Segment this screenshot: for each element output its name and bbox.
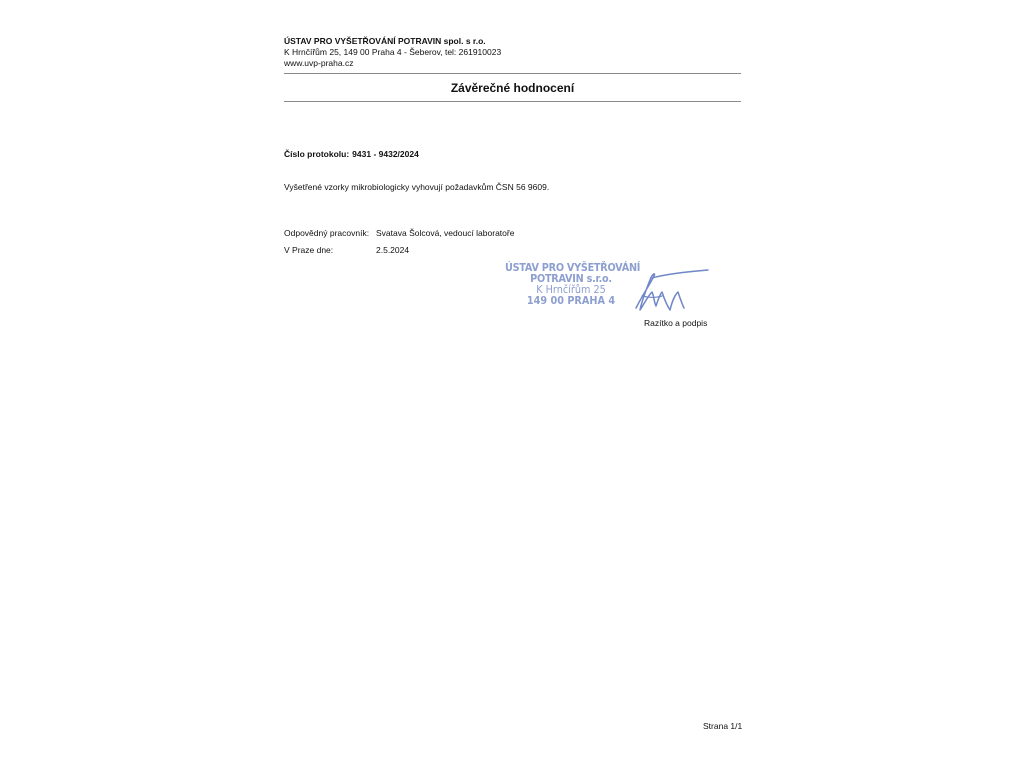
- company-stamp: [496, 262, 646, 314]
- organization-address: K Hrnčířům 25, 149 00 Praha 4 - Šeberov, tel: 261910023: [284, 47, 502, 57]
- handwritten-signature: [632, 266, 712, 316]
- organization-website: www.uvp-praha.cz: [284, 58, 354, 68]
- stamp-line-3: K Hrnčířům 25: [536, 283, 606, 296]
- responsible-person-row: [284, 228, 514, 238]
- stamp-line-4: 149 00 PRAHA 4: [526, 294, 616, 307]
- document-title: Závěrečné hodnocení: [450, 81, 575, 95]
- place-date-row: [284, 245, 409, 255]
- responsible-value: Svatava Šolcová, vedoucí laboratoře: [376, 228, 515, 238]
- organization-name: ÚSTAV PRO VYŠETŘOVÁNÍ POTRAVIN spol. s r.o.: [284, 36, 486, 46]
- signature-caption: Razítko a podpis: [644, 318, 708, 328]
- stamp-line-1: ÚSTAV PRO VYŠETŘOVÁNÍ: [505, 261, 641, 274]
- evaluation-statement: Vyšetřené vzorky mikrobiologicky vyhovují požadavkům ČSN 56 9609.: [284, 182, 550, 192]
- responsible-label: Odpovědný pracovník:: [284, 228, 370, 238]
- title-top-divider: [284, 73, 741, 74]
- stamp-line-2: POTRAVIN s.r.o.: [530, 272, 612, 285]
- protocol-label: Číslo protokolu:: [284, 149, 350, 159]
- letterhead: [284, 36, 501, 69]
- protocol-value: 9431 - 9432/2024: [352, 149, 419, 159]
- place-date-label: V Praze dne:: [284, 245, 334, 255]
- title-bottom-divider: [284, 101, 741, 102]
- place-date-value: 2.5.2024: [376, 245, 410, 255]
- page-number: Strana 1/1: [703, 721, 743, 731]
- protocol-number: [284, 149, 419, 159]
